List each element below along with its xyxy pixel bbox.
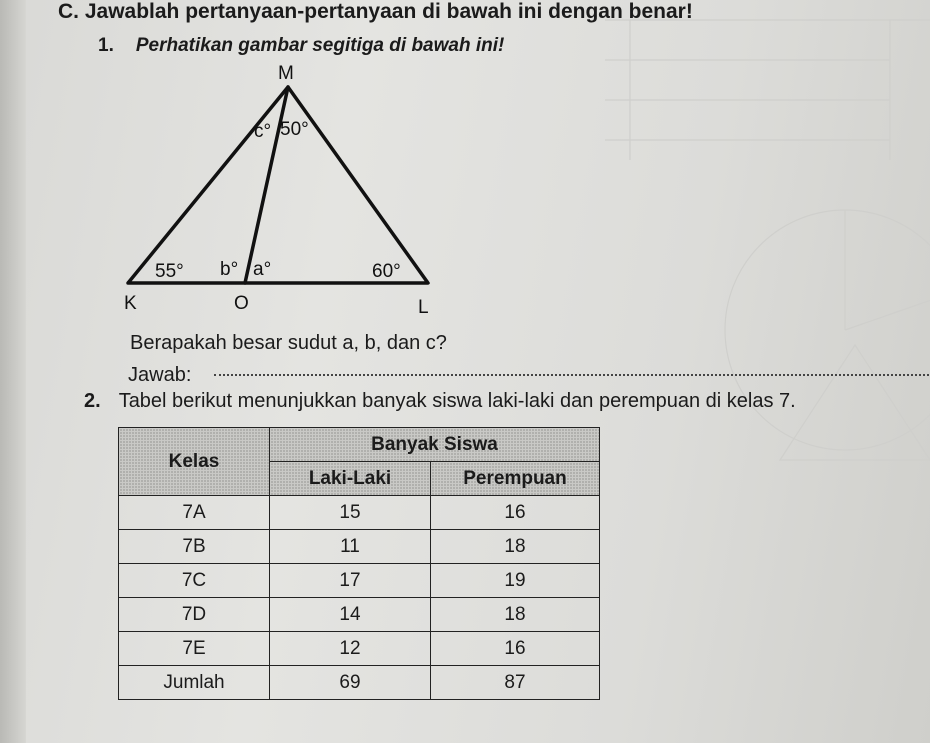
- header-banyak-siswa: Banyak Siswa: [270, 428, 600, 462]
- angle-a-label: a°: [253, 259, 272, 280]
- question-1-text: Perhatikan gambar segitiga di bawah ini!: [135, 35, 505, 56]
- answer-line: [214, 374, 929, 376]
- cell-perempuan: 19: [431, 564, 600, 598]
- students-table: [118, 427, 600, 700]
- angle-k-label: 55°: [155, 261, 184, 282]
- vertex-m-label: M: [278, 63, 294, 84]
- header-kelas: Kelas: [119, 428, 270, 496]
- cell-perempuan: 87: [431, 666, 600, 700]
- triangle-cevian-mo: [245, 87, 288, 283]
- angle-b-label: b°: [220, 259, 239, 280]
- cell-laki-laki: 12: [270, 632, 431, 666]
- header-laki-laki: Laki-Laki: [270, 462, 431, 496]
- cell-kelas: 7E: [119, 632, 270, 666]
- cell-laki-laki: 11: [270, 530, 431, 564]
- cell-kelas: Jumlah: [119, 666, 270, 700]
- cell-laki-laki: 17: [270, 564, 431, 598]
- cell-kelas: 7B: [119, 530, 270, 564]
- section-label: C.: [58, 0, 79, 23]
- cell-kelas: 7C: [119, 564, 270, 598]
- table-row: [119, 530, 600, 564]
- question-2-prompt: [84, 390, 796, 413]
- question-1-question: Berapakah besar sudut a, b, dan c?: [130, 332, 447, 354]
- table-row: [119, 496, 600, 530]
- question-2-text: Tabel berikut menunjukkan banyak siswa laki-laki dan perempuan di kelas 7.: [118, 390, 796, 412]
- vertex-l-label: L: [418, 297, 429, 318]
- triangle-figure: [110, 55, 450, 325]
- header-perempuan: Perempuan: [431, 462, 600, 496]
- cell-laki-laki: 69: [270, 666, 431, 700]
- table-row: [119, 632, 600, 666]
- angle-m-label: 50°: [280, 119, 309, 140]
- cell-perempuan: 16: [431, 632, 600, 666]
- vertex-o-label: O: [234, 293, 249, 314]
- show-through-background: [600, 0, 930, 743]
- question-1-prompt: [98, 35, 504, 57]
- answer-label: Jawab:: [128, 364, 192, 386]
- table-row: [119, 598, 600, 632]
- cell-perempuan: 16: [431, 496, 600, 530]
- page-edge-shadow: [0, 0, 26, 743]
- angle-l-label: 60°: [372, 261, 401, 282]
- triangle-outline: [128, 87, 428, 283]
- table-row-total: [119, 666, 600, 700]
- cell-kelas: 7A: [119, 496, 270, 530]
- vertex-k-label: K: [124, 293, 137, 314]
- cell-perempuan: 18: [431, 598, 600, 632]
- section-heading: [58, 0, 693, 24]
- cell-laki-laki: 14: [270, 598, 431, 632]
- question-2-number: 2.: [84, 390, 101, 412]
- cell-kelas: 7D: [119, 598, 270, 632]
- cell-laki-laki: 15: [270, 496, 431, 530]
- table-row: [119, 564, 600, 598]
- cell-perempuan: 18: [431, 530, 600, 564]
- question-1-number: 1.: [98, 35, 114, 56]
- section-instruction: Jawablah pertanyaan-pertanyaan di bawah ini dengan benar!: [84, 0, 693, 23]
- angle-c-label: c°: [254, 121, 272, 142]
